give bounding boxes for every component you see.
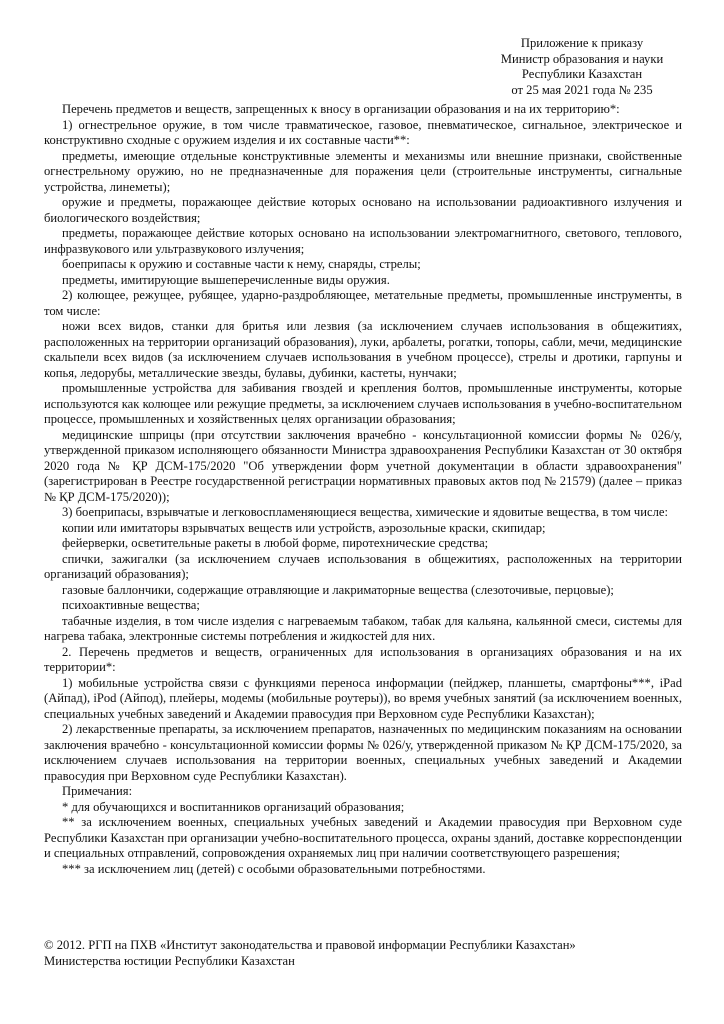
- footnote: *** за исключением лиц (детей) с особыми образовательными потребностями.: [62, 861, 486, 876]
- paragraph: спички, зажигалки (за исключением случаев использования в общежитиях, расположенных на территории организаций образования);: [44, 551, 682, 581]
- paragraph: боеприпасы к оружию и составные части к нему, снаряды, стрелы;: [62, 257, 421, 271]
- document-body: [44, 102, 682, 877]
- paragraph: ножи всех видов, станки для бритья или лезвия (за исключением случаев использования в общежитиях, расположенных на территории организаций образования), луки, арбалеты, рогатки, топоры, сабли, мечи, медицинские скальпели всех видов (за исключением случаев использования в учебном процессе), стрелы и дротики, гарпуны и копья, ледорубы, металлические звезды, булавы, дубинки, кастеты, нунчаки;: [44, 319, 682, 380]
- paragraph: психоактивные вещества;: [62, 598, 200, 612]
- approval-line: Министр образования и науки: [500, 51, 664, 66]
- paragraph: 3) боеприпасы, взрывчатые и легковоспламеняющиеся вещества, химические и ядовитые вещества, в том числе:: [62, 505, 668, 519]
- copyright-line: Министерства юстиции Республики Казахстан: [44, 953, 295, 968]
- paragraph: табачные изделия, в том числе изделия с нагреваемым табаком, табак для кальяна, кальянной смеси, системы для нагрева табака, электронные системы потребления и жидкостей для них.: [44, 613, 682, 643]
- paragraph: 1) огнестрельное оружие, в том числе травматическое, газовое, пневматическое, сигнальное, электрическое и конструктивно сходные с оружием изделия и их составные части**:: [44, 117, 682, 147]
- paragraph: промышленные устройства для забивания гвоздей и крепления болтов, промышленные инструменты, которые используются как колющее или режущие предметы, за исключением случаев использования в учебно-воспитательном процессе, промышленных и хозяйственных целях организации образования;: [44, 381, 682, 426]
- approval-line: Республики Казахстан: [521, 67, 643, 81]
- approval-line: Приложение к приказу: [520, 36, 644, 50]
- paragraph: медицинские шприцы (при отсутствии заключения врачебно - консультационной комиссии формы № 026/у, утвержденной приказом исполняющего обязанности Министра здравоохранения Республики Казахстан от 30 октября 2020 года № ҚР ДСМ-175/2020 "Об утверждении форм учетной документации в области здравоохранения" (зарегистрирован в Реестре государственной регистрации нормативных правовых актов под № 21579) (далее – приказ № ҚР ДСМ-175/2020));: [44, 427, 682, 504]
- footnote: ** за исключением военных, специальных учебных заведений и Академии правосудия при Верховном суде Республики Казахстан при организации учебно-воспитательного процесса, охраны зданий, доставке корреспонденции и специальных отправлений, сопровождения охраняемых лиц при наличии соответствующего разрешения;: [44, 815, 682, 860]
- notes-heading: Примечания:: [62, 784, 133, 798]
- copyright-line: © 2012. РГП на ПХВ «Институт законодательства и правовой информации Республики Казахстан»: [44, 938, 576, 952]
- paragraph: оружие и предметы, поражающее действие которых основано на использовании радиоактивного излучения и биологического воздействия;: [44, 195, 682, 225]
- paragraph: предметы, имитирующие вышеперечисленные виды оружия.: [62, 272, 390, 287]
- document-page: [44, 36, 682, 877]
- paragraph: газовые баллончики, содержащие отравляющие и лакриматорные вещества (слезоточивые, перцовые);: [62, 582, 614, 597]
- section-title: 2. Перечень предметов и веществ, ограниченных для использования в организациях образования и на их территории*:: [44, 644, 682, 674]
- approval-block: [482, 36, 682, 98]
- approval-line: от 25 мая 2021 года № 235: [511, 82, 653, 97]
- footnote: * для обучающихся и воспитанников организаций образования;: [62, 799, 405, 814]
- paragraph: копии или имитаторы взрывчатых веществ или устройств, аэрозольные краски, скипидар;: [62, 520, 546, 535]
- paragraph: 1) мобильные устройства связи с функциями переноса информации (пейджер, планшеты, смартфоны***, iPad (Айпад), iPod (Айпод), плейеры, модемы (мобильные роутеры)), во время учебных занятий (за исключением военных, специальных учебных заведений и Академии правосудия при Верховном суде Республики Казахстан);: [44, 675, 682, 721]
- section-title: Перечень предметов и веществ, запрещенных к вносу в организации образования и на их территорию*:: [62, 102, 620, 116]
- copyright-footer: [44, 938, 682, 969]
- paragraph: фейерверки, осветительные ракеты в любой форме, пиротехнические средства;: [62, 536, 489, 550]
- paragraph: предметы, имеющие отдельные конструктивные элементы и механизмы или внешние признаки, свойственные огнестрельному оружию, но не предназначенные для поражения цели (строительные инструменты, сигнальные устройства, линеметы);: [44, 148, 682, 194]
- paragraph: 2) лекарственные препараты, за исключением препаратов, назначенных по медицинским показаниям на основании заключения врачебно - консультационной комиссии формы № 026/у, утвержденной приказом № ҚР ДСМ-175/2020, за исключением случаев использования на территории военных, специальных учебных заведений и Академии правосудия при Верховном суде Республики Казахстан).: [44, 722, 682, 783]
- paragraph: 2) колющее, режущее, рубящее, ударно-раздробляющее, метательные предметы, промышленные инструменты, в том числе:: [44, 288, 682, 318]
- paragraph: предметы, поражающее действие которых основано на использовании электромагнитного, светового, теплового, инфразвукового или ультразвукового излучения;: [44, 226, 682, 256]
